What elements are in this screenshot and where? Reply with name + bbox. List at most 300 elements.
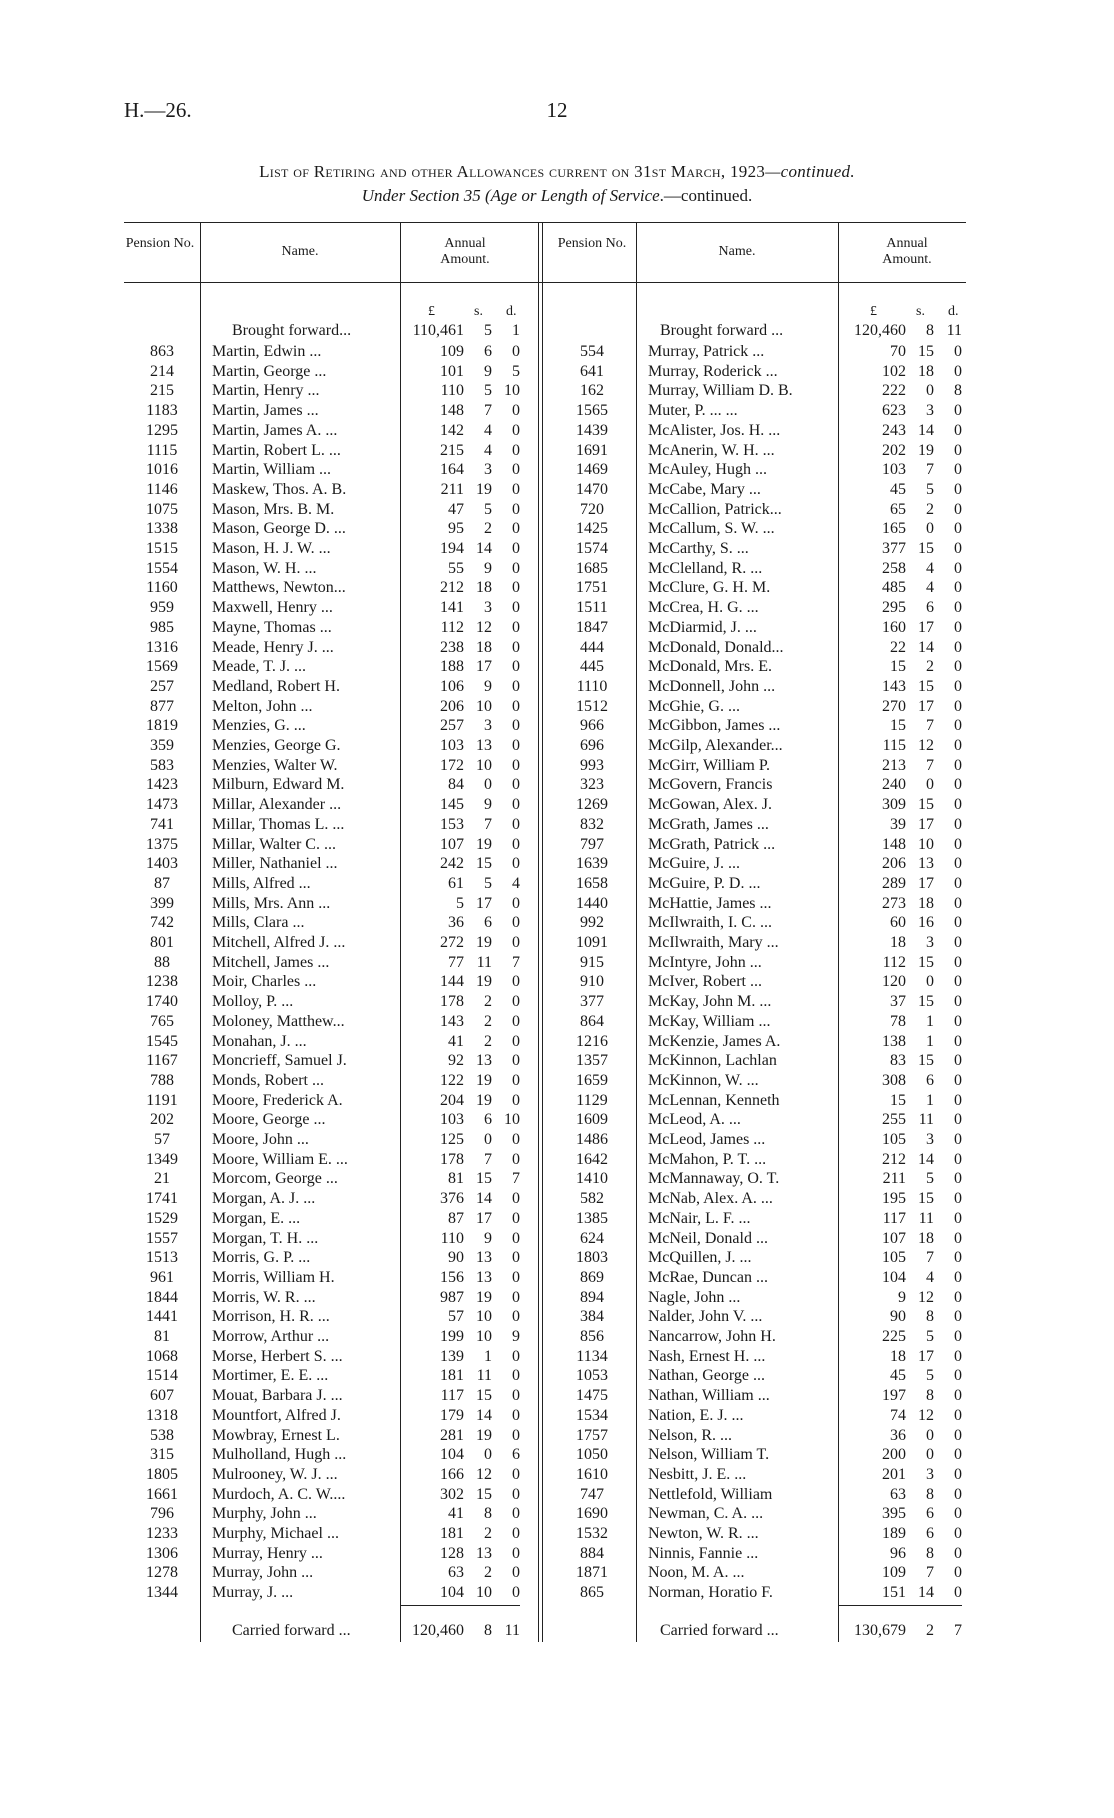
amount-pounds: 206 [882,855,906,873]
amount-pounds: 45 [890,1367,906,1385]
right-total-rule [838,1605,962,1606]
amount-pence: 0 [954,402,962,420]
amount-pence: 0 [954,1308,962,1326]
pension-no: 1513 [146,1249,178,1267]
pension-no: 323 [580,776,604,794]
amount-pounds: 18 [890,934,906,951]
amount-shillings: 2 [484,1012,492,1030]
amount-pence: 0 [954,658,962,676]
pension-no: 1569 [146,658,178,676]
amount-shillings: 3 [926,1131,934,1148]
pensioner-name: McNeil, Donald ... [648,1229,768,1247]
amount-shillings: 19 [476,480,492,498]
amount-pounds: 302 [440,1485,464,1503]
amount-pounds: 164 [440,461,464,479]
amount-pounds: 36 [890,1426,906,1444]
amount-shillings: 3 [484,599,492,617]
amount-shillings: 18 [476,579,492,597]
amount-pence: 7 [512,953,520,971]
amount-pounds: 141 [440,599,464,617]
amount-shillings: 10 [476,1328,492,1345]
amount-pence: 0 [512,1288,520,1306]
pensioner-name: Maskew, Thos. A. B. [212,480,347,498]
amount-pounds: 84 [448,776,464,794]
amount-shillings: 6 [484,343,492,360]
pensioner-name: Martin, Henry ... [212,382,320,400]
amount-shillings: 14 [918,421,934,439]
amount-shillings: 6 [484,914,492,932]
amount-shillings: 15 [476,855,492,873]
amount-shillings: 19 [476,973,492,991]
pension-no: 1338 [146,520,178,538]
amount-shillings: 17 [476,1209,492,1227]
amount-pounds: 308 [882,1071,906,1089]
amount-shillings: 7 [484,1150,492,1168]
amount-shillings: 2 [926,500,934,518]
pensioner-name: Moloney, Matthew... [212,1012,345,1030]
pensioner-name: McCallum, S. W. ... [648,520,775,538]
amount-pence: 0 [954,362,962,380]
amount-shillings: 4 [926,579,934,597]
amount-shillings: 1 [484,1347,492,1365]
amount-pounds: 148 [440,402,464,420]
amount-pounds: 289 [882,874,906,892]
pension-no: 1115 [146,441,178,459]
pension-no: 399 [150,894,174,912]
amount-pounds: 213 [882,756,906,774]
pension-no: 1050 [576,1446,608,1464]
pension-no: 1167 [146,1052,178,1070]
amount-pence: 0 [954,1505,962,1523]
pensioner-name: McGrath, Patrick ... [648,835,776,853]
amount-shillings: 15 [918,540,934,557]
pension-no: 1844 [146,1288,178,1306]
amount-pence: 0 [512,1564,520,1582]
amount-pounds: 178 [440,993,464,1011]
pension-no: 1269 [576,796,608,814]
amount-shillings: 10 [918,835,934,853]
pension-no: 915 [580,953,604,971]
left-total-rule [400,1605,520,1606]
amount-pounds: 65 [890,500,906,518]
amount-pounds: 181 [440,1525,464,1542]
amount-pence: 0 [954,1131,962,1148]
amount-pounds: 243 [882,421,906,439]
pensioner-name: Molloy, P. ... [212,993,294,1011]
pension-no: 741 [150,815,174,833]
amount-pounds: 238 [440,638,464,656]
pensioner-name: Mason, Mrs. B. M. [212,500,335,518]
unit-shilling-left: s. [474,304,483,319]
amount-pence: 0 [954,973,962,991]
amount-pence: 0 [954,1406,962,1424]
amount-shillings: 15 [918,953,934,971]
amount-shillings: 5 [484,382,492,400]
amount-pounds: 110 [440,1229,464,1247]
amount-pounds: 103 [440,737,464,754]
pension-no: 1349 [146,1150,178,1168]
pensioner-name: McGhie, G. ... [648,697,740,715]
amount-shillings: 3 [926,1465,934,1483]
amount-pence: 0 [512,402,520,420]
pension-no: 877 [150,697,174,715]
amount-pounds: 151 [882,1584,906,1602]
left-carried-forward-shillings: 8 [484,1622,492,1639]
pensioner-name: McIlwraith, I. C. ... [648,914,772,932]
amount-shillings: 6 [926,1525,934,1542]
pensioner-name: Nalder, John V. ... [648,1308,763,1326]
pension-no: 1425 [576,520,608,538]
pensioner-name: McGuire, J. ... [648,855,740,873]
pensioner-name: McAlister, Jos. H. ... [648,421,781,439]
amount-pounds: 104 [882,1268,906,1286]
pensioner-name: Newton, W. R. ... [648,1525,759,1542]
pensioner-name: McNair, L. F. ... [648,1209,751,1227]
amount-shillings: 4 [484,421,492,439]
left-brought-forward-shillings: 5 [484,322,492,339]
pensioner-name: Martin, James ... [212,402,319,420]
pension-no: 992 [580,914,604,932]
pension-no: 359 [150,737,174,754]
pensioner-name: McHattie, James ... [648,894,772,912]
pensioner-name: McCarthy, S. ... [648,540,749,557]
pension-no: 865 [580,1584,604,1602]
pension-no: 1075 [146,500,178,518]
pensioner-name: Mountfort, Alfred J. [212,1406,341,1424]
amount-pence: 0 [954,1209,962,1227]
pensioner-name: McAnerin, W. H. ... [648,441,775,459]
pensioner-name: Murdoch, A. C. W.... [212,1485,346,1503]
amount-shillings: 3 [484,717,492,735]
pensioner-name: Mitchell, Alfred J. ... [212,934,346,951]
pension-no: 832 [580,815,604,833]
pensioner-name: Morrow, Arthur ... [212,1328,330,1345]
pensioner-name: Mills, Clara ... [212,914,305,932]
pension-no: 1609 [576,1111,608,1129]
amount-pence: 0 [954,618,962,636]
pension-no: 1690 [576,1505,608,1523]
amount-pounds: 148 [882,835,906,853]
amount-shillings: 0 [926,520,934,538]
pension-no: 910 [580,973,604,991]
amount-pounds: 110 [440,382,464,400]
amount-pounds: 143 [440,1012,464,1030]
right-carried-forward-pence: 7 [954,1622,962,1639]
amount-pence: 0 [954,1347,962,1365]
amount-pounds: 106 [440,677,464,695]
amount-pence: 0 [512,1091,520,1109]
amount-shillings: 13 [476,1268,492,1286]
amount-pence: 0 [954,520,962,538]
pensioner-name: Nelson, William T. [648,1446,770,1464]
amount-pence: 0 [954,737,962,754]
pensioner-name: McKinnon, Lachlan [648,1052,777,1070]
pensioner-name: Morgan, A. J. ... [212,1190,316,1208]
amount-shillings: 6 [926,1071,934,1089]
pension-no: 696 [580,737,604,754]
pension-no: 1473 [146,796,178,814]
pensioner-name: Martin, Edwin ... [212,343,322,360]
pensioner-name: McIntyre, John ... [648,953,762,971]
pension-no: 1316 [146,638,178,656]
pensioner-name: Monds, Robert ... [212,1071,324,1089]
pension-no: 1805 [146,1465,178,1483]
pensioner-name: Muter, P. ... ... [648,402,738,420]
amount-pounds: 395 [882,1505,906,1523]
amount-pounds: 128 [440,1544,464,1562]
amount-shillings: 0 [484,1131,492,1148]
pension-no: 856 [580,1328,604,1345]
pensioner-name: Matthews, Newton... [212,579,346,597]
amount-pounds: 41 [448,1505,464,1523]
pensioner-name: Norman, Horatio F. [648,1584,773,1602]
amount-pounds: 87 [448,1209,464,1227]
pensioner-name: McGovern, Francis [648,776,773,794]
amount-shillings: 12 [476,1465,492,1483]
amount-pence: 0 [954,1071,962,1089]
amount-pence: 0 [512,658,520,676]
pension-no: 57 [154,1131,170,1148]
amount-pence: 0 [954,1111,962,1129]
pensioner-name: McNab, Alex. A. ... [648,1190,773,1208]
amount-pence: 0 [512,993,520,1011]
amount-shillings: 10 [476,697,492,715]
amount-shillings: 15 [918,993,934,1011]
amount-pounds: 63 [448,1564,464,1582]
amount-pounds: 77 [448,953,464,971]
pension-no: 1375 [146,835,178,853]
pensioner-name: McMannaway, O. T. [648,1170,780,1188]
amount-shillings: 10 [476,756,492,774]
amount-pounds: 212 [440,579,464,597]
pension-no: 1610 [576,1465,608,1483]
amount-shillings: 5 [484,500,492,518]
amount-shillings: 4 [484,441,492,459]
amount-shillings: 5 [926,480,934,498]
amount-shillings: 7 [484,815,492,833]
amount-shillings: 11 [918,1111,934,1129]
amount-shillings: 8 [926,1308,934,1326]
amount-pence: 0 [954,756,962,774]
col-header-name-right: Name. [718,244,756,259]
amount-pence: 0 [954,1446,962,1464]
amount-pence: 0 [512,461,520,479]
pension-no: 985 [150,618,174,636]
amount-pence: 0 [512,1406,520,1424]
pension-no: 1053 [576,1367,608,1385]
amount-pounds: 200 [882,1446,906,1464]
amount-pence: 0 [954,855,962,873]
amount-pounds: 117 [882,1209,906,1227]
amount-pounds: 120 [882,973,906,991]
amount-pounds: 181 [440,1367,464,1385]
pension-no: 1306 [146,1544,178,1562]
amount-pence: 0 [954,1170,962,1188]
divider-right-no [636,222,637,1642]
pension-no: 583 [150,756,174,774]
amount-pounds: 105 [882,1249,906,1267]
amount-pence: 0 [954,1150,962,1168]
pensioner-name: Mills, Mrs. Ann ... [212,894,331,912]
amount-pence: 0 [512,618,520,636]
amount-pounds: 485 [882,579,906,597]
amount-shillings: 13 [476,1544,492,1562]
amount-pence: 0 [954,953,962,971]
pension-no: 1534 [576,1406,608,1424]
amount-shillings: 17 [918,618,934,636]
amount-pounds: 60 [890,914,906,932]
pension-no: 444 [580,638,604,656]
pensioner-name: McClelland, R. ... [648,559,763,577]
amount-pence: 0 [954,480,962,498]
amount-shillings: 18 [918,1229,934,1247]
amount-pounds: 225 [882,1328,906,1345]
pensioner-name: McAuley, Hugh ... [648,461,767,479]
amount-pence: 0 [954,1268,962,1286]
amount-shillings: 11 [918,1209,934,1227]
pensioner-name: Moore, William E. ... [212,1150,348,1168]
page-title [0,162,1114,182]
amount-pounds: 281 [440,1426,464,1444]
pensioner-name: Mitchell, James ... [212,953,330,971]
pensioner-name: Moir, Charles ... [212,973,317,991]
amount-pence: 0 [954,717,962,735]
amount-shillings: 15 [918,1190,934,1208]
amount-pounds: 107 [440,835,464,853]
amount-pence: 0 [512,1387,520,1405]
col-header-name-left: Name. [281,244,319,259]
amount-pounds: 95 [448,520,464,538]
pensioner-name: McKenzie, James A. [648,1032,781,1050]
pension-no: 796 [150,1505,174,1523]
amount-pounds: 178 [440,1150,464,1168]
amount-shillings: 13 [918,855,934,873]
pension-no: 214 [150,362,174,380]
amount-pence: 0 [512,480,520,498]
amount-shillings: 8 [926,1387,934,1405]
pension-no: 966 [580,717,604,735]
pension-no: 1146 [146,480,178,498]
pension-no: 801 [150,934,174,951]
amount-pounds: 122 [440,1071,464,1089]
amount-pounds: 197 [882,1387,906,1405]
amount-pounds: 104 [440,1446,464,1464]
pension-no: 1639 [576,855,608,873]
amount-pence: 5 [512,362,520,380]
pensioner-name: Mason, W. H. ... [212,559,317,577]
amount-pence: 0 [954,1544,962,1562]
amount-pence: 0 [954,796,962,814]
pensioner-name: McDonald, Donald... [648,638,784,656]
pensioner-name: McGrath, James ... [648,815,769,833]
amount-pence: 0 [512,1465,520,1483]
pension-no: 1574 [576,540,608,557]
amount-shillings: 19 [476,835,492,853]
amount-pence: 0 [954,914,962,932]
amount-pence: 0 [512,1525,520,1542]
amount-pence: 10 [504,1111,520,1129]
amount-pence: 0 [954,1249,962,1267]
pension-no: 1068 [146,1347,178,1365]
amount-shillings: 1 [926,1091,934,1109]
amount-pounds: 15 [890,1091,906,1109]
amount-shillings: 12 [918,1406,934,1424]
pension-no: 1661 [146,1485,178,1503]
amount-pounds: 117 [440,1387,464,1405]
pensioner-name: McIver, Robert ... [648,973,762,991]
amount-pence: 0 [512,835,520,853]
col-header-pension-no-left: Pension No. [125,236,195,251]
right-brought-forward-label: Brought forward ... [660,322,784,339]
amount-pence: 9 [512,1328,520,1345]
amount-pence: 0 [512,1229,520,1247]
amount-pence: 0 [512,1505,520,1523]
pension-no: 720 [580,500,604,518]
amount-shillings: 13 [476,1052,492,1070]
amount-pence: 0 [954,1584,962,1602]
pensioner-name: Murray, Patrick ... [648,343,765,360]
amount-pence: 0 [512,1367,520,1385]
amount-pounds: 45 [890,480,906,498]
pension-no: 1514 [146,1367,178,1385]
amount-shillings: 15 [918,796,934,814]
pension-no: 1757 [576,1426,608,1444]
pension-no: 88 [154,953,170,971]
amount-shillings: 7 [926,1564,934,1582]
pension-no: 1357 [576,1052,608,1070]
amount-pence: 0 [512,540,520,557]
pensioner-name: Nancarrow, John H. [648,1328,776,1345]
amount-pence: 0 [954,1328,962,1345]
amount-shillings: 7 [926,1249,934,1267]
amount-pounds: 112 [882,953,906,971]
pensioner-name: Mortimer, E. E. ... [212,1367,329,1385]
amount-pence: 8 [954,382,962,400]
amount-pounds: 125 [440,1131,464,1148]
amount-shillings: 0 [926,1426,934,1444]
pensioner-name: McGirr, William P. [648,756,770,774]
pension-no: 1659 [576,1071,608,1089]
pension-no: 1295 [146,421,178,439]
amount-pence: 0 [954,343,962,360]
amount-shillings: 8 [926,1485,934,1503]
amount-pounds: 83 [890,1052,906,1070]
amount-pence: 0 [954,540,962,557]
pensioner-name: Mouat, Barbara J. ... [212,1387,343,1405]
pension-no: 1515 [146,540,178,557]
pensioner-name: Mowbray, Ernest L. [212,1426,340,1444]
amount-shillings: 13 [476,737,492,754]
amount-pence: 0 [954,638,962,656]
pensioner-name: Morse, Herbert S. ... [212,1347,343,1365]
pensioner-name: McDiarmid, J. ... [648,618,757,636]
amount-shillings: 9 [484,677,492,695]
pensioner-name: Milburn, Edward M. [212,776,345,794]
amount-pounds: 63 [890,1485,906,1503]
amount-pence: 0 [512,1544,520,1562]
pension-no: 1216 [576,1032,608,1050]
amount-pounds: 47 [448,500,464,518]
pension-no: 445 [580,658,604,676]
divider-left-no [200,222,201,1642]
pensioner-name: McKinnon, W. ... [648,1071,759,1089]
amount-pence: 0 [954,776,962,794]
amount-shillings: 12 [476,618,492,636]
amount-pence: 0 [512,441,520,459]
amount-pence: 0 [512,756,520,774]
amount-shillings: 2 [484,520,492,538]
pensioner-name: Newman, C. A. ... [648,1505,764,1523]
